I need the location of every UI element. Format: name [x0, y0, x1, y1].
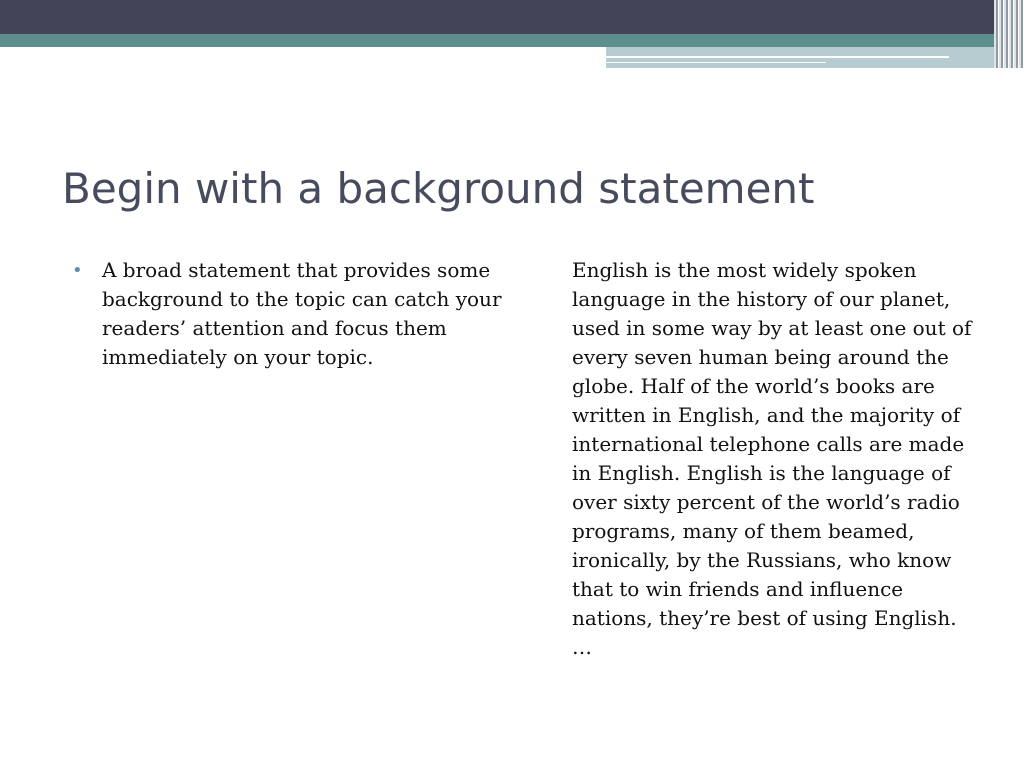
header-stripe — [606, 62, 826, 63]
header-dark-band — [0, 0, 1024, 34]
header-teal-band — [0, 34, 1024, 47]
example-paragraph: English is the most widely spoken language in the history of our planet, used in some way by at least one out of every seven human being around the globe. Half of the world’s books are written in English, and the majority of international telephone calls are made in English. English is the language of over sixty percent of the world’s radio programs, many of them beamed, ironically, by the Russians, who know that to win friends and influence nations, they’re best of using English. … — [572, 258, 972, 659]
bullet-item — [72, 256, 512, 372]
header-corner-lines — [994, 0, 1024, 68]
bullet-icon: • — [72, 260, 83, 281]
header-stripe — [606, 56, 949, 58]
left-bullet-list — [72, 256, 512, 372]
bullet-text: A broad statement that provides some background to the topic can catch your readers’ attention and focus them immediately on your topic. — [102, 258, 502, 369]
slide-title: Begin with a background statement — [62, 164, 815, 213]
